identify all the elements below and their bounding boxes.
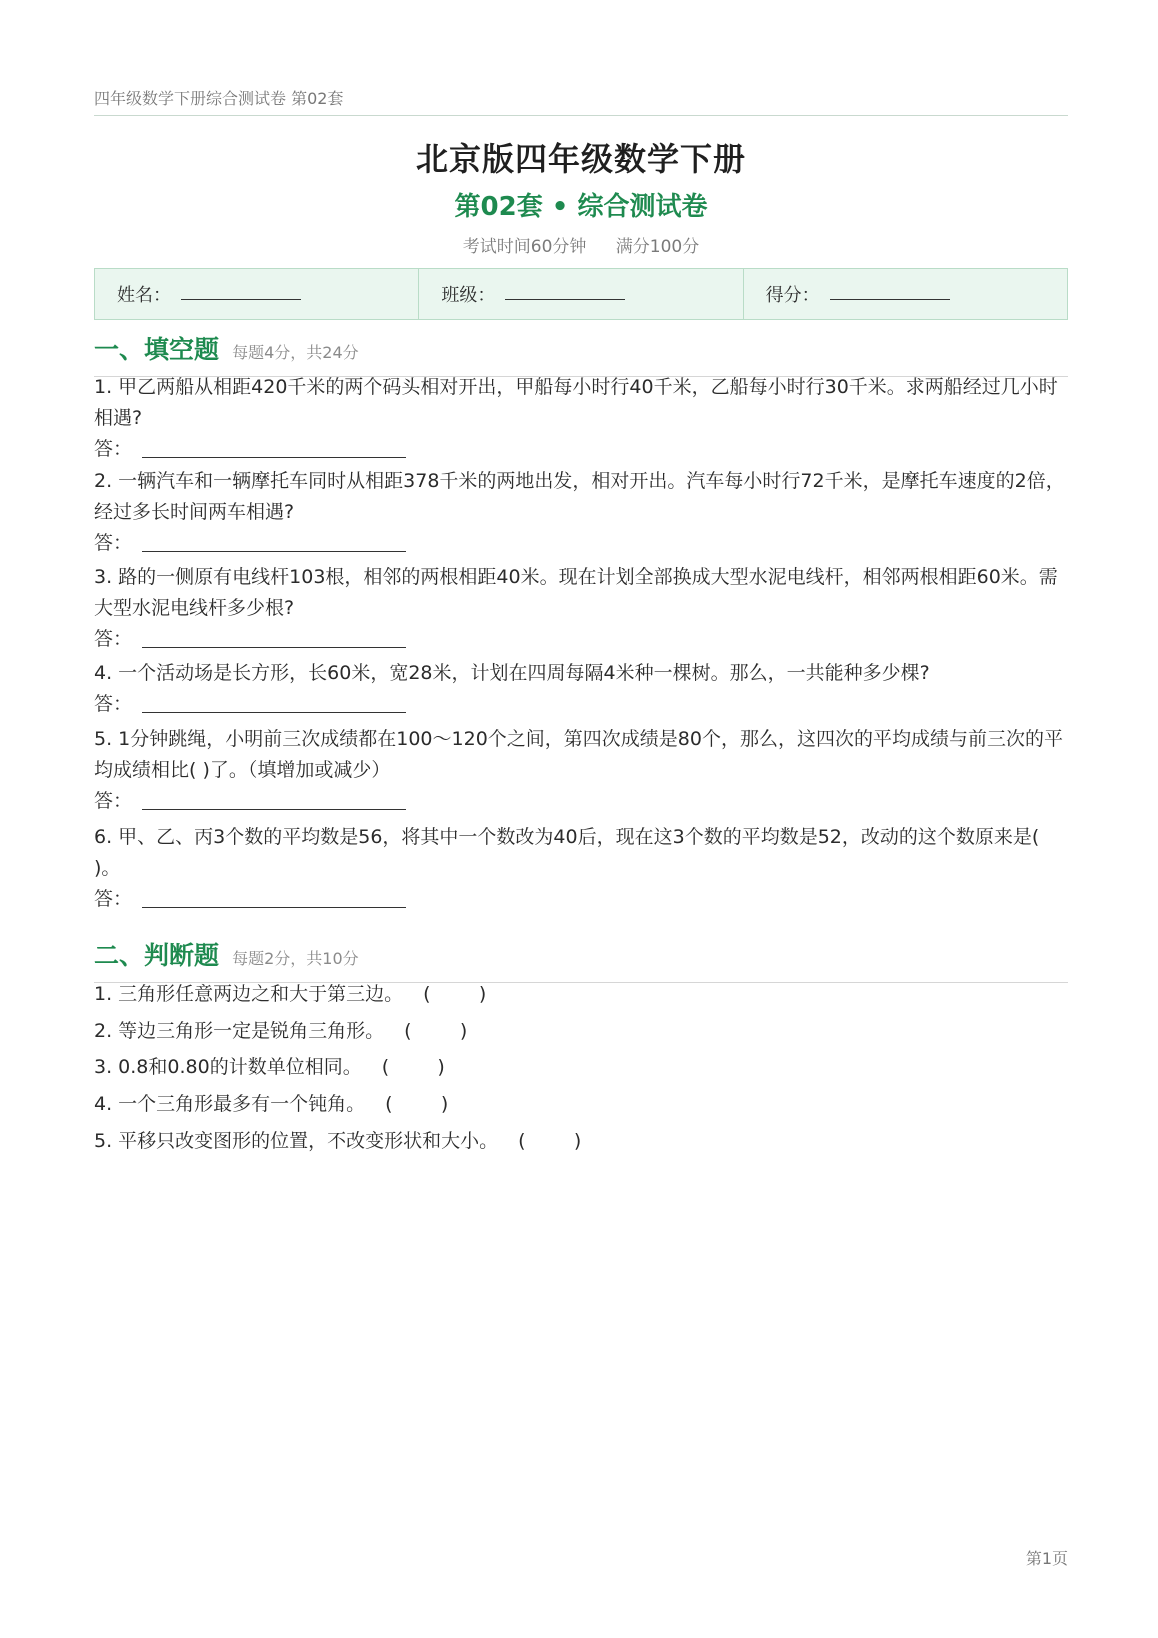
- answer-label: 答：: [94, 532, 133, 554]
- answer-blank[interactable]: [142, 907, 406, 908]
- question-text: 5. 1分钟跳绳，小明前三次成绩都在100～120个之间，第四次成绩是80个，那么，这四次的平均成绩与前三次的平均成绩相比( )了。（填增加或减少）: [94, 728, 1063, 781]
- answer-blank[interactable]: [142, 809, 406, 810]
- score-field: [744, 269, 1067, 319]
- score-blank[interactable]: [830, 299, 950, 300]
- answer-blank[interactable]: [142, 647, 406, 648]
- answer-label: 答：: [94, 693, 133, 715]
- question-4: [94, 658, 1068, 720]
- question-text: 2. 一辆汽车和一辆摩托车同时从相距378千米的两地出发，相对开出。汽车每小时行72千米，是摩托车速度的2倍，经过多长时间两车相遇?: [94, 470, 1065, 523]
- section-title: 一、填空题: [94, 335, 220, 364]
- answer-blank[interactable]: [142, 457, 406, 458]
- judge-question-4: [94, 1090, 448, 1118]
- name-field: [95, 269, 419, 319]
- question-text: 4. 一个三角形最多有一个钝角。: [94, 1093, 366, 1115]
- page-title: 北京版四年级数学下册: [415, 140, 746, 178]
- section-title: 二、判断题: [94, 941, 220, 970]
- class-field: [419, 269, 743, 319]
- answer-label: 答：: [94, 790, 133, 812]
- full-score: 满分100分: [615, 237, 700, 257]
- answer-row: [94, 624, 1068, 655]
- answer-label: 答：: [94, 438, 133, 460]
- class-blank[interactable]: [505, 299, 625, 300]
- question-3: [94, 562, 1068, 655]
- answer-label: 答：: [94, 888, 133, 910]
- answer-row: [94, 884, 1068, 915]
- section-fill-blank-header: [94, 330, 1068, 377]
- page-number: 第1页: [1025, 1549, 1068, 1568]
- answer-blank[interactable]: [142, 712, 406, 713]
- answer-row: [94, 786, 1068, 817]
- judge-question-5: [94, 1127, 581, 1155]
- exam-time: 考试时间60分钟: [462, 237, 587, 257]
- question-text: 5. 平移只改变图形的位置，不改变形状和大小。: [94, 1130, 499, 1152]
- question-2: [94, 466, 1068, 559]
- answer-row: [94, 434, 1068, 465]
- judge-question-2: [94, 1017, 467, 1045]
- answer-parens[interactable]: ( ): [404, 1020, 468, 1042]
- answer-parens[interactable]: ( ): [423, 983, 487, 1005]
- answer-blank[interactable]: [142, 551, 406, 552]
- section-note: 每题4分，共24分: [232, 343, 359, 362]
- question-text: 3. 路的一侧原有电线杆103根，相邻的两根相距40米。现在计划全部换成大型水泥电线杆，相邻两根相距60米。需大型水泥电线杆多少根?: [94, 566, 1058, 619]
- section-note: 每题2分，共10分: [232, 949, 359, 968]
- score-label: 得分：: [765, 285, 820, 306]
- exam-page: [94, 0, 1068, 1638]
- answer-parens[interactable]: ( ): [518, 1130, 582, 1152]
- section-true-false-header: [94, 936, 1068, 983]
- answer-parens[interactable]: ( ): [385, 1093, 449, 1115]
- name-label: 姓名：: [117, 285, 171, 306]
- header-divider: [94, 115, 1068, 116]
- question-text: 1. 三角形任意两边之和大于第三边。: [94, 983, 404, 1005]
- name-blank[interactable]: [181, 299, 301, 300]
- question-6: [94, 822, 1068, 915]
- running-header: 四年级数学下册综合测试卷 第02套: [94, 89, 344, 108]
- judge-question-1: [94, 980, 486, 1008]
- question-text: 6. 甲、乙、丙3个数的平均数是56，将其中一个数改为40后，现在这3个数的平均数是52，改动的这个数原来是( )。: [94, 826, 1040, 879]
- question-text: 4. 一个活动场是长方形，长60米，宽28米，计划在四周每隔4米种一棵树。那么，一共能种多少棵?: [94, 662, 930, 684]
- question-text: 1. 甲乙两船从相距420千米的两个码头相对开出，甲船每小时行40千米，乙船每小时行30千米。求两船经过几小时相遇?: [94, 376, 1058, 429]
- answer-row: [94, 689, 1068, 720]
- page-subtitle: 第02套 • 综合测试卷: [454, 192, 708, 222]
- answer-parens[interactable]: ( ): [381, 1056, 445, 1078]
- question-text: 2. 等边三角形一定是锐角三角形。: [94, 1020, 385, 1042]
- question-1: [94, 372, 1068, 465]
- answer-label: 答：: [94, 628, 133, 650]
- judge-question-3: [94, 1053, 445, 1081]
- question-5: [94, 724, 1068, 817]
- answer-row: [94, 528, 1068, 559]
- exam-meta: [94, 232, 1068, 257]
- question-text: 3. 0.8和0.80的计数单位相同。: [94, 1056, 362, 1078]
- student-info-box: [94, 268, 1068, 320]
- class-label: 班级：: [441, 285, 496, 306]
